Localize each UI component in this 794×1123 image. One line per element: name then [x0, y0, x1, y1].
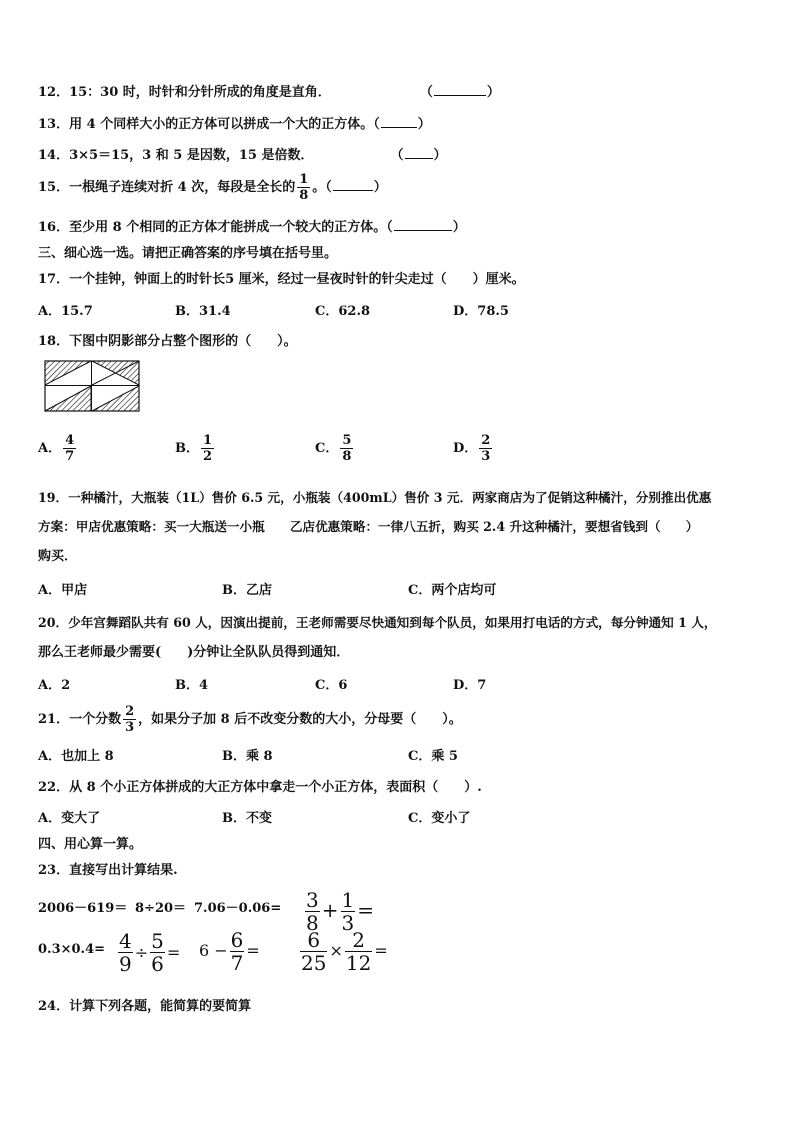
question-23: 23．直接写出计算结果. — [38, 863, 178, 878]
calc-3-8-plus-1-3: $\frac{3}{8}$ + $\frac{1}{3}$ = — [306, 888, 374, 935]
q20-option-b[interactable]: B．4 — [175, 678, 209, 693]
answer-paren-open: （ — [373, 117, 380, 132]
question-20-line-2: 那么王老师最少需要( )分钟让全队队员得到通知． — [38, 645, 350, 660]
question-19-line-2: 方案：甲店优惠策略：买一大瓶送一小瓶 乙店优惠策略：一律八五折，购买 2.4 升这种橘汁，要想省钱到（ ） — [38, 519, 699, 534]
answer-paren-open: （ — [325, 180, 332, 195]
question-19-line-3: 购买． — [38, 549, 78, 564]
q21-option-b[interactable]: B．乘 8 — [222, 749, 273, 764]
section-4-heading: 四、用心算一算。 — [38, 837, 143, 852]
question-18: 18．下图中阴影部分占整个图形的（ ）。 — [38, 334, 297, 349]
answer-paren-open: （ — [390, 148, 404, 163]
question-16-text: 16．至少用 8 个相同的正方体才能拼成一个较大的正方体。 — [38, 220, 387, 235]
q20-option-c[interactable]: C．6 — [315, 678, 348, 693]
answer-paren-close: ） — [486, 85, 500, 100]
question-16 — [38, 218, 466, 237]
answer-blank[interactable] — [405, 146, 433, 159]
question-12-text: 12．15：30 时，时针和分针所成的角度是直角． — [38, 85, 331, 100]
q20-option-a[interactable]: A．2 — [38, 678, 71, 693]
calc-6-25-times-2-12: $\frac{6}{25}$ × $\frac{2}{12}$ = — [301, 928, 388, 975]
fraction-one-eighth: $\frac{1}{8}$ — [299, 172, 309, 203]
calc-8-div-20: 8÷20＝ — [135, 901, 187, 916]
calc-4-9-div-5-6: $\frac{4}{9}$ ÷ $\frac{5}{6}$ = — [119, 929, 181, 976]
question-14-text: 14．3×5＝15，3 和 5 是因数，15 是倍数． — [38, 148, 314, 163]
question-13-text: 13．用 4 个同样大小的正方体可以拼成一个大的正方体。 — [38, 117, 374, 132]
answer-paren-close: ） — [452, 220, 466, 235]
q18-option-b[interactable]: B． $\frac{1}{2}$ — [175, 433, 213, 464]
q18-option-a[interactable]: A． $\frac{4}{7}$ — [38, 433, 75, 464]
fraction-two-thirds: $\frac{2}{3}$ — [125, 704, 135, 735]
q18-option-c[interactable]: C． $\frac{5}{8}$ — [315, 433, 352, 464]
q19-option-b[interactable]: B．乙店 — [222, 583, 272, 598]
answer-blank[interactable] — [434, 83, 486, 96]
q21-option-a[interactable]: A．也加上 8 — [38, 749, 114, 764]
question-14 — [38, 146, 447, 165]
q21-option-c[interactable]: C．乘 5 — [408, 749, 458, 764]
shaded-rectangle-figure — [44, 360, 140, 412]
section-3-heading: 三、细心选一选。请把正确答案的序号填在括号里。 — [38, 246, 338, 261]
q17-option-c[interactable]: C．62.8 — [315, 304, 371, 319]
q22-option-a[interactable]: A．变大了 — [38, 811, 101, 826]
question-20-line-1: 20．少年宫舞蹈队共有 60 人，因演出提前，王老师需要尽快通知到每个队员，如果用打电话的方式，每分钟通知 1 人， — [38, 615, 717, 630]
answer-paren-close: ） — [433, 148, 447, 163]
q22-option-b[interactable]: B．不变 — [222, 811, 272, 826]
answer-paren-open: （ — [386, 220, 393, 235]
q22-option-c[interactable]: C．变小了 — [408, 811, 471, 826]
answer-paren-close: ） — [373, 180, 387, 195]
calc-6-minus-6-7: 6 − $\frac{6}{7}$ = — [199, 928, 260, 975]
answer-blank[interactable] — [394, 218, 452, 231]
question-12 — [38, 83, 500, 102]
question-21: 21．一个分数 $\frac{2}{3}$ ，如果分子加 8 后不改变分数的大小，分母要（ ）。 — [38, 704, 462, 735]
q19-option-c[interactable]: C．两个店均可 — [408, 583, 497, 598]
question-13 — [38, 115, 431, 134]
q18-option-d[interactable]: D． $\frac{2}{3}$ — [453, 433, 491, 464]
q20-option-d[interactable]: D．7 — [453, 678, 487, 693]
question-15-text: 15．一根绳子连续对折 4 次，每段是全长的 — [38, 180, 296, 195]
answer-paren-open: （ — [419, 85, 433, 100]
q17-option-a[interactable]: A．15.7 — [38, 304, 93, 319]
q17-option-d[interactable]: D．78.5 — [453, 304, 509, 319]
question-19-line-1: 19．一种橘汁，大瓶装（1L）售价 6.5 元，小瓶装（400mL）售价 3 元．两家商店为了促销这种橘汁，分别推出优惠 — [38, 490, 712, 505]
calc-2006-minus-619: 2006－619＝ — [38, 901, 128, 916]
calc-0-3-times-0-4: 0.3×0.4= — [38, 942, 106, 957]
calc-7-06-minus-0-06: 7.06－0.06= — [194, 901, 282, 916]
question-22: 22．从 8 个小正方体拼成的大正方体中拿走一个小正方体，表面积（ ）. — [38, 780, 482, 795]
question-24: 24．计算下列各题，能简算的要简算 — [38, 999, 252, 1014]
answer-blank[interactable] — [381, 115, 417, 128]
answer-paren-close: ） — [417, 117, 431, 132]
question-15: 15．一根绳子连续对折 4 次，每段是全长的 $\frac{1}{8}$ 。（ ） — [38, 172, 387, 203]
q17-option-b[interactable]: B．31.4 — [175, 304, 231, 319]
question-17: 17．一个挂钟，钟面上的时针长5 厘米，经过一昼夜时针的针尖走过（ ）厘米。 — [38, 272, 525, 287]
answer-blank[interactable] — [333, 178, 373, 191]
q19-option-a[interactable]: A．甲店 — [38, 583, 88, 598]
